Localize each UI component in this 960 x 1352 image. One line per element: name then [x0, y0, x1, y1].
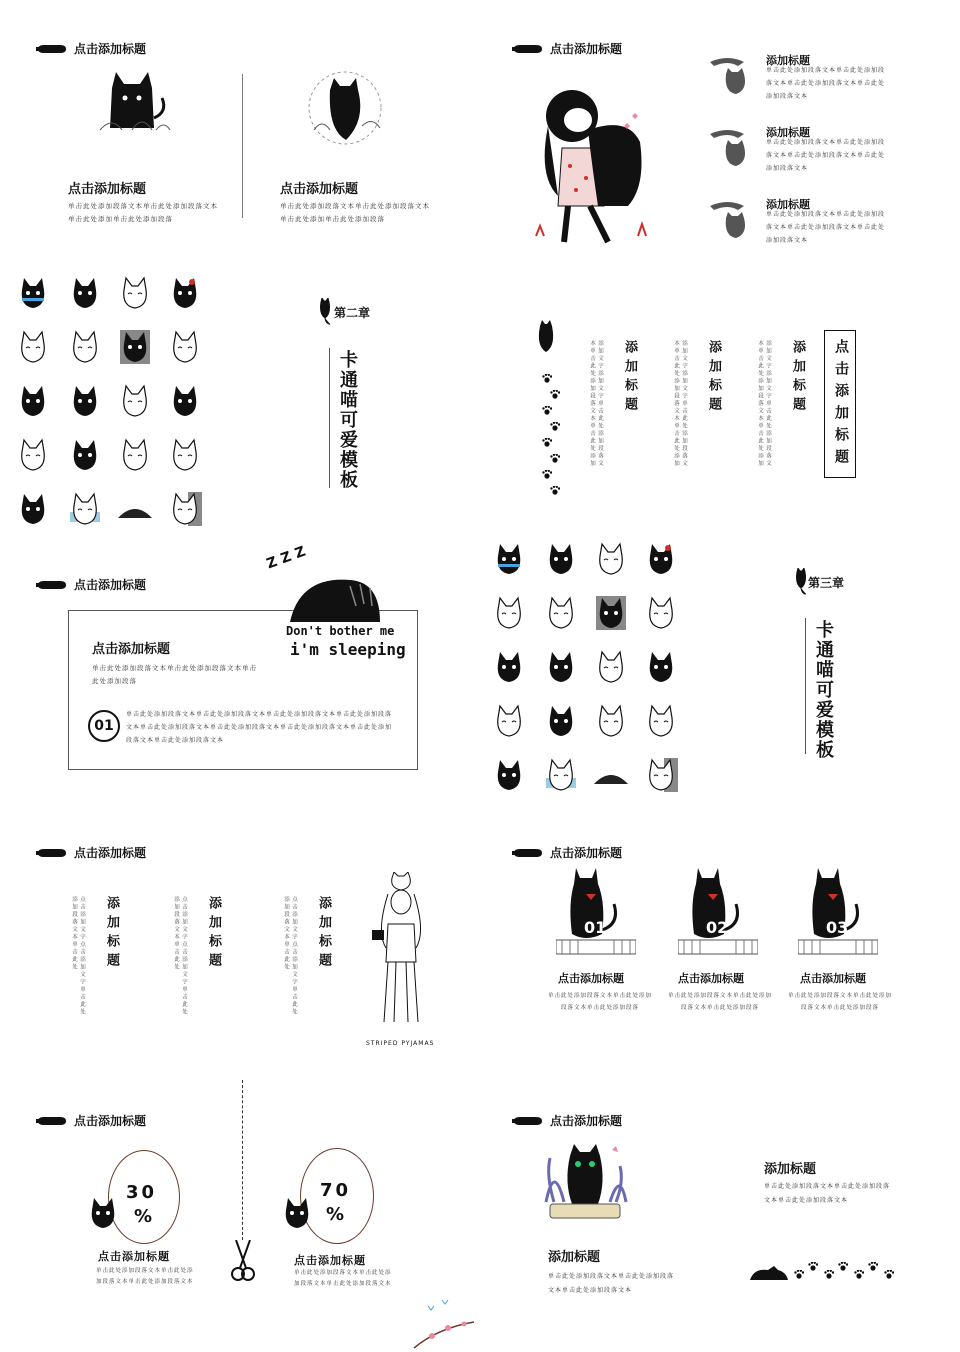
black-cat-sticker: [68, 276, 102, 310]
pointing-hand-icon: [36, 847, 68, 859]
header-label: 点击添加标题: [74, 578, 147, 592]
white-cat-sticker: [492, 704, 526, 738]
black-cat-illustration: [92, 68, 172, 148]
black-cat-sticker: [492, 542, 526, 576]
item-title: 点击添加标题: [558, 972, 624, 985]
black-cat-sticker: [492, 758, 526, 792]
black-cat-sticker: [544, 650, 578, 684]
sleep-line-1: Don't bother me: [286, 624, 395, 638]
right-body: 单击此处添加段落文本单击此处添加段落文本单击此处添加单击此处添加段落: [280, 202, 430, 223]
hiding-cat-sticker: [594, 758, 628, 792]
slide-8: [480, 804, 960, 1072]
slide-header: [36, 1112, 146, 1129]
slide-header: [36, 844, 146, 861]
paw-print-icon: [550, 422, 560, 431]
dashed-divider: [242, 1080, 243, 1240]
gray-cat-icon: [708, 54, 752, 98]
peeking-cat-icon: [86, 1196, 120, 1228]
cat-with-plants-illustration: [540, 1142, 630, 1228]
column-body: 添加文字添加文字单击此处添加段落文本单击此处添加段落文本单击此处添加: [757, 340, 771, 468]
column-title: 添加标题: [790, 340, 805, 416]
sleep-line-2: i'm sleeping: [290, 640, 406, 659]
white-cat-sticker: [168, 438, 202, 472]
paw-print-icon: [542, 438, 552, 447]
white-cat-sticker: [594, 650, 628, 684]
white-cat-sticker: [118, 384, 152, 418]
paw-print-icon: [550, 486, 560, 495]
slide-6: [480, 536, 960, 804]
girl-with-cat-sketch: [366, 872, 436, 1032]
column-title: 添加标题: [206, 896, 221, 972]
white-cat-sticker: [594, 542, 628, 576]
peeking-cat-icon: [280, 1196, 314, 1228]
percent-value: 30: [126, 1182, 158, 1203]
header-label: 点击添加标题: [74, 42, 147, 56]
paw-print-icon: [808, 1262, 818, 1271]
sticker-grid: [12, 276, 212, 536]
slide-header: [36, 40, 146, 57]
sleeping-cat-sticker: [68, 492, 102, 526]
door-cat-sticker: [594, 596, 628, 630]
paw-print-icon: [550, 454, 560, 463]
item-title: 点击添加标题: [294, 1254, 366, 1267]
girl-hugging-cat-illustration: [528, 86, 658, 254]
slide-10: [480, 1072, 960, 1352]
box-body: 单击此处添加段落文本单击此处添加段落文本单击此处添加段落: [92, 664, 257, 685]
paw-print-icon: [824, 1270, 834, 1279]
number-circle: [88, 710, 120, 742]
black-cat-sticker: [544, 704, 578, 738]
chapter-vertical-title: 卡通喵可爱模板: [337, 350, 358, 490]
item-title: 添加标题: [766, 198, 810, 211]
cat-with-flowers-illustration: [300, 60, 390, 156]
pointing-hand-icon: [36, 1115, 68, 1127]
flower-branch-decoration: [408, 1298, 478, 1350]
pointing-hand-icon: [36, 43, 68, 55]
slide-header: [512, 1112, 622, 1129]
black-cat-sticker: [644, 542, 678, 576]
item-body: 单击此处添加段落文本单击此处添加段落文本单击此处添加段落文本单击此处添加段落文本: [766, 67, 886, 100]
percent-value: 70: [320, 1180, 352, 1201]
item-number: 02: [706, 918, 729, 937]
header-label: 点击添加标题: [74, 1114, 147, 1128]
number-body: 单击此处添加段落文本单击此处添加段落文本单击此处添加段落文本单击此处添加段落文本单击此处添加段落文本单击此处添加段落文本单击此处添加段落文本单击此处添加段落文本单击此处添加段落文本: [126, 711, 393, 744]
sketch-caption: STRIPED PYJAMAS: [366, 1040, 435, 1047]
slide-header: [36, 576, 146, 593]
door-cat-sticker: [118, 330, 152, 364]
header-label: 点击添加标题: [550, 846, 623, 860]
item-body: 单击此处添加段落文本单击此处添加段落文本单击此处添加段落文本单击此处添加段落文本: [766, 139, 886, 172]
slide-4: [480, 268, 960, 536]
box-title: 点击添加标题: [833, 339, 849, 471]
item-body: 单击此处添加段落文本单击此处添加段落文本单击此处添加段落文本: [96, 1268, 194, 1285]
paw-print-icon: [794, 1270, 804, 1279]
sleeping-cat-sticker: [544, 758, 578, 792]
scissors-icon: [228, 1240, 258, 1282]
item-title: 点击添加标题: [98, 1250, 170, 1263]
pointing-hand-icon: [36, 579, 68, 591]
column-title: 添加标题: [316, 896, 331, 972]
item-body: 单击此处添加段落文本单击此处添加段落文本单击此处添加段落文本单击此处添加段落文本: [766, 211, 886, 244]
cat-on-rug-illustration: [678, 864, 758, 960]
column-body: 添加文字添加文字单击此处添加段落文本单击此处添加段落文本单击此处添加: [673, 340, 687, 468]
slide-2: [480, 0, 960, 268]
cat-on-rug-illustration: [798, 864, 878, 960]
left-body: 单击此处添加段落文本单击此处添加段落文本单击此处添加单击此处添加段落: [68, 202, 218, 223]
slide-header: [512, 844, 622, 861]
column-body: 添加文字添加文字单击此处添加段落文本单击此处添加段落文本单击此处添加: [589, 340, 603, 468]
pointing-hand-icon: [512, 847, 544, 859]
slide-3: [0, 268, 480, 536]
black-cat-sticker: [544, 542, 578, 576]
item-body: 单击此处添加段落文本单击此处添加段落文本单击此处添加段落: [668, 993, 773, 1011]
hiding-cat-sticker: [118, 492, 152, 526]
item-body: 单击此处添加段落文本单击此处添加段落文本单击此处添加段落: [548, 993, 653, 1011]
black-cat-sticker: [68, 438, 102, 472]
slide-5: [0, 536, 480, 804]
item-title: 添加标题: [766, 54, 810, 67]
column-body: 点击添加文字点击添加文字单击此处添加段落文本单击此处: [283, 896, 297, 1016]
white-cat-sticker: [168, 330, 202, 364]
black-cat-sticker: [168, 384, 202, 418]
zzz-text: Z Z Z: [264, 543, 308, 573]
column-body: 点击添加文字点击添加文字单击此处添加段落文本单击此处: [173, 896, 187, 1016]
slide-1: [0, 0, 480, 268]
header-label: 点击添加标题: [550, 42, 623, 56]
lying-cat-icon: [748, 1264, 790, 1282]
chapter-cat-icon: [794, 568, 808, 596]
sitting-cat-icon: [536, 320, 556, 360]
paw-print-icon: [542, 374, 552, 383]
item-number: 03: [826, 918, 849, 937]
slide-9: [0, 1072, 480, 1352]
paw-print-icon: [838, 1262, 848, 1271]
column-title: 添加标题: [104, 896, 119, 972]
chapter-arrow: [329, 348, 330, 488]
column-body: 点击添加文字点击添加文字单击此处添加段落文本单击此处: [71, 896, 85, 1016]
column-title: 添加标题: [622, 340, 637, 416]
left-body: 单击此处添加段落文本单击此处添加段落文本单击此处添加段落文本: [548, 1273, 675, 1294]
chapter-vertical-title: 卡通喵可爱模板: [813, 620, 834, 760]
gray-cat-icon: [708, 126, 752, 170]
item-body: 单击此处添加段落文本单击此处添加段落文本单击此处添加段落文本: [294, 1270, 392, 1287]
white-cat-sticker: [118, 276, 152, 310]
slide-header: [512, 40, 622, 57]
item-title: 点击添加标题: [800, 972, 866, 985]
header-label: 点击添加标题: [74, 846, 147, 860]
left-title: 添加标题: [548, 1250, 601, 1265]
item-title: 点击添加标题: [678, 972, 744, 985]
black-cat-sticker: [16, 384, 50, 418]
white-cat-sticker: [118, 438, 152, 472]
paw-print-icon: [884, 1270, 894, 1279]
right-title: 添加标题: [764, 1162, 817, 1177]
sleeping-cat-illustration: [280, 566, 390, 626]
paw-print-icon: [542, 470, 552, 479]
box-title: 点击添加标题: [92, 642, 171, 657]
gray-cat-icon: [708, 198, 752, 242]
black-cat-sticker: [492, 650, 526, 684]
paw-print-icon: [868, 1262, 878, 1271]
sticker-grid: [488, 542, 688, 804]
white-cat-sticker: [644, 704, 678, 738]
chapter-label: 第三章: [808, 576, 845, 590]
slide-7: [0, 804, 480, 1072]
black-cat-sticker: [16, 276, 50, 310]
white-cat-sticker: [16, 330, 50, 364]
white-cat-sticker: [492, 596, 526, 630]
white-cat-sticker: [16, 438, 50, 472]
item-number: 01: [584, 918, 607, 937]
percent-unit: %: [134, 1206, 153, 1227]
column-title: 添加标题: [706, 340, 721, 416]
paw-print-icon: [550, 390, 560, 399]
vertical-divider: [242, 74, 243, 218]
white-cat-sticker: [644, 596, 678, 630]
door-cat-sticker: [168, 492, 202, 526]
left-title: 点击添加标题: [68, 182, 147, 197]
title-box: [824, 330, 856, 478]
pointing-hand-icon: [512, 43, 544, 55]
pointing-hand-icon: [512, 1115, 544, 1127]
black-cat-sticker: [16, 492, 50, 526]
white-cat-sticker: [594, 704, 628, 738]
paw-print-icon: [854, 1270, 864, 1279]
right-title: 点击添加标题: [280, 182, 359, 197]
door-cat-sticker: [644, 758, 678, 792]
item-body: 单击此处添加段落文本单击此处添加段落文本单击此处添加段落: [788, 993, 893, 1011]
black-cat-sticker: [644, 650, 678, 684]
cat-on-rug-illustration: [556, 864, 636, 960]
chapter-cat-icon: [318, 298, 332, 326]
chapter-arrow: [805, 618, 806, 754]
right-body: 单击此处添加段落文本单击此处添加段落文本单击此处添加段落文本: [764, 1183, 891, 1204]
black-cat-sticker: [68, 384, 102, 418]
white-cat-sticker: [544, 596, 578, 630]
header-label: 点击添加标题: [550, 1114, 623, 1128]
white-cat-sticker: [68, 330, 102, 364]
number-label: 01: [94, 718, 114, 734]
item-title: 添加标题: [766, 126, 810, 139]
chapter-label: 第二章: [334, 306, 371, 320]
paw-print-icon: [542, 406, 552, 415]
percent-unit: %: [326, 1204, 345, 1225]
black-cat-sticker: [168, 276, 202, 310]
